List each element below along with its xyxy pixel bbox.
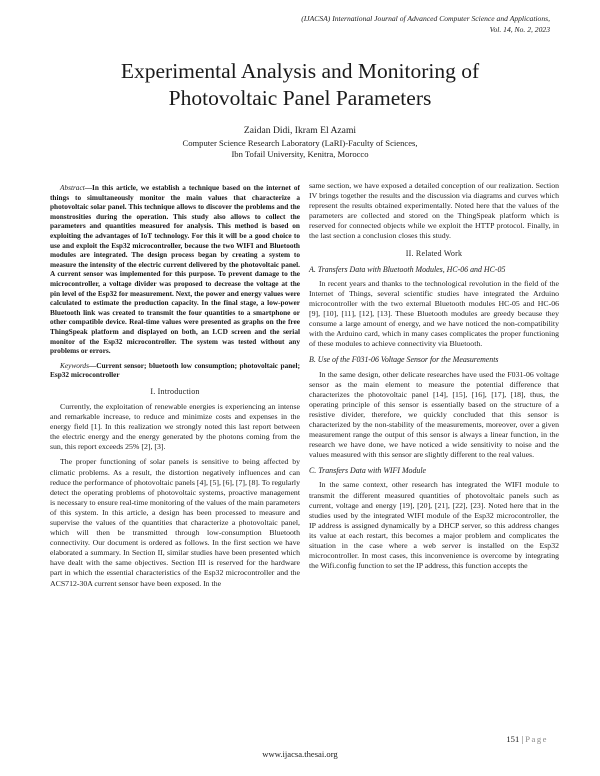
intro-paragraph-1: Currently, the exploitation of renewable energies is experiencing an intense and remarkable increase, to reduce and minimize costs and expenses in the energy field [1]. In this realization we strongly noted this last report between the electric energy and the energy generated by the photons coming from the sun, this report exceeds 25% [2], [3]. (50, 401, 300, 452)
title-line-2: Photovoltaic Panel Parameters (168, 86, 432, 110)
affiliation-line-2: Ibn Tofail University, Kenitra, Morocco (231, 149, 369, 159)
wifi-paragraph: In the same context, other research has integrated the WIFI module to transmit the different measured quantities of photovoltaic panels such as current, voltage and energy [19], [20], [21], [22], [23]. Noted here that in the studies used by the integrated WIFI module of the Esp32 microcontroller, the IP address is assigned dynamically by a DHCP server, so this address changes its value at each restart, this becomes a major problem and complicates the situation in the case where a web server is installed on the Esp32 microcontroller. In most cases, this inconvenience is overcome by integrating the Wifi.config function to set the IP address, this function accepts the (309, 480, 559, 571)
journal-header (190, 14, 550, 35)
paper-title (40, 58, 560, 112)
keywords (50, 361, 300, 380)
section-heading-related-work: II. Related Work (405, 248, 463, 258)
bluetooth-paragraph: In recent years and thanks to the technological revolution in the field of the Internet of Things, several scientific studies have integrated the Arduino microcontroller with the two external Bluetooth modules HC-05 and HC-06 [9], [10], [11], [12], [13]. These Bluetooth modules are greedy because they consume a large amount of energy, and we have noticed the non-compatibility with the Arduino card, which in many cases complicates the proper functioning of these modules to achieve connectivity via Bluetooth. (309, 278, 559, 349)
subsection-heading-voltage-sensor: B. Use of the F031-06 Voltage Sensor for the Measurements (309, 355, 499, 365)
abstract-text: —In this article, we establish a technique based on the internet of things to simultaneously monitor the main values that characterize a photovoltaic solar panel. This technique allows to discover the problems and the monstrosities during the operation. This study also allows to collect the parameters and quantities measured for analysis. This method is based on exploiting the advantages of IoT technology. For this it will be a good choice to use and exploit the Esp32 microcontroller, because the two WIFI and Bluetooth modules are integrated. The design process began by creating a system to measure the intensity of the electric current delivered by the photovoltaic panel. A current sensor was implemented for this purpose. To prevent damage to the microcontroller, a voltage divider was proposed to decrease the voltage at the pin level of the Esp32 for measurement. Next, the power and energy values were calculated to estimate the production capacity. In the final stage, a low-power Bluetooth link was created to transmit the four quantities to a smartphone or other compatible device. Real-time values were presented as graphs on the free ThingSpeak platform and displayed on both, an LCD screen and the serial monitor of the Esp32 microcontroller. The system was tested without any problems or errors. (50, 183, 300, 356)
page-number-box (506, 734, 548, 744)
subsection-heading-wifi: C. Transfers Data with WIFI Module (309, 466, 427, 476)
intro-paragraph-continued: same section, we have exposed a detailed conception of our realization. Section IV brings together the results and the discussion via diagrams and curves which represent the results obtained experimentally. Noted here that the values of the parameters are collected and stored on the ThingSpeak platform which is reserved for connected objects while we exploit the HTTP protocol. Finally, in the last section a conclusion closes this study. (309, 181, 559, 241)
abstract (50, 183, 300, 356)
abstract-label: Abstract (60, 183, 85, 192)
page-word: Page (525, 734, 548, 744)
page-number: 151 (506, 734, 520, 744)
author-list: Zaidan Didi, Ikram El Azami (243, 125, 357, 136)
subsection-heading-bluetooth: A. Transfers Data with Bluetooth Modules, HC-06 and HC-05 (309, 264, 506, 274)
intro-paragraph-2: The proper functioning of solar panels is sensitive to being affected by climatic problems. As a result, the distortion negatively influences and can reduce the performance of photovoltaic panels [4], [5], [6], [7], [8]. To regularly detect the operating problems of photovoltaic systems, proactive management is necessary to ensure real-time monitoring of the values of the main parameters of this system. In this article, a design has been processed to measure and supervise the values of the quantities that characterize a photovoltaic panel, which will then be transmitted through low-consumption Bluetooth connectivity. Our document is ordered as follows. In the first section we have elaborated a summary. In Section II, similar studies have been presented which have dealt with the same objectives. Section III is reserved for the hardware part in which the essential characteristics of the Esp32 microcontroller and the ACS712-30A current sensor have been exposed. In the (50, 457, 300, 588)
keywords-label: Keywords (60, 360, 89, 370)
affiliation-line-1: Computer Science Research Laboratory (LaRI)-Faculty of Sciences, (182, 138, 418, 148)
keywords-text: —Current sensor; bluetooth low consumption; photovoltaic panel; Esp32 microcontroller (50, 360, 300, 380)
affiliation (40, 138, 560, 160)
voltage-sensor-paragraph: In the same design, other delicate researches have used the F031-06 voltage sensor as the main element to measure the potential difference that characterizes the photovoltaic panel [14], [15], [16], [17], [18], thus, the operating principle of this sensor is essentially based on the structure of a resistive divider, therefore, we quickly concluded that this sensor is characterized by the non-stability of the measurements, moreover, over a given measurement range the output of this sensor is always a linear function, in the research we have done, we have noticed a wide sensitivity to noise and the values measured with this sensor are slightly different to the real values. (309, 369, 559, 460)
journal-name: (IJACSA) International Journal of Advanced Computer Science and Applications, (301, 14, 550, 23)
title-line-1: Experimental Analysis and Monitoring of (120, 59, 480, 83)
right-column (309, 181, 559, 576)
left-column (50, 183, 300, 594)
section-heading-introduction: I. Introduction (150, 386, 200, 396)
footer-url: www.ijacsa.thesai.org (262, 749, 338, 759)
page-separator: | (519, 734, 526, 744)
journal-volume: Vol. 14, No. 2, 2023 (489, 24, 550, 34)
